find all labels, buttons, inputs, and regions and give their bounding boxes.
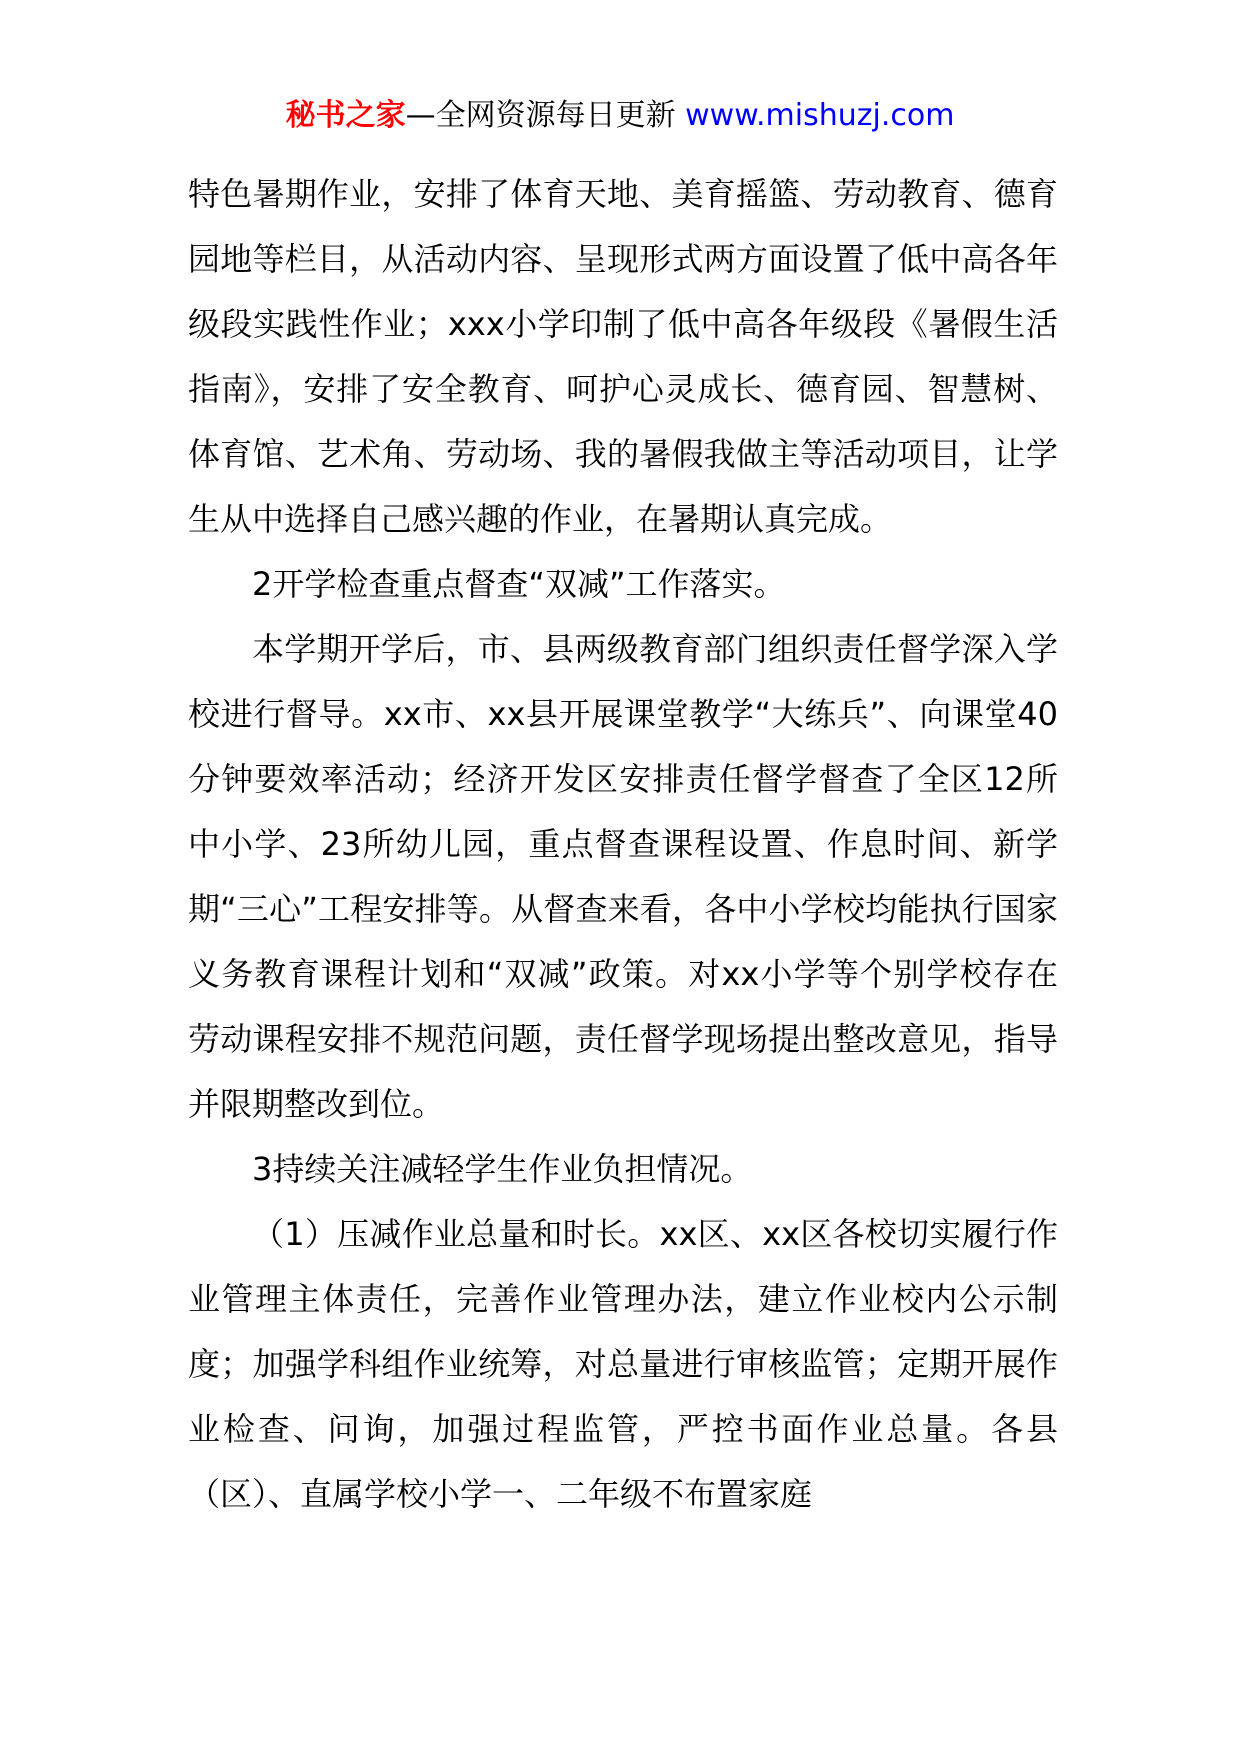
paragraph: （1）压减作业总量和时长。xx区、xx区各校切实履行作业管理主体责任，完善作业管理办法，建立作业校内公示制度；加强学科组作业统筹，对总量进行审核监管；定期开展作业检查、问询，加强过程监管，严控书面作业总量。各县（区）、直属学校小学一、二年级不布置家庭 (188, 1215, 1058, 1513)
site-header (0, 96, 1240, 136)
paragraph: 本学期开学后，市、县两级教育部门组织责任督学深入学校进行督导。xx市、xx县开展课堂教学“大练兵”、向课堂40分钟要效率活动；经济开发区安排责任督学督查了全区12所中小学、23所幼儿园，重点督查课程设置、作息时间、新学期“三心”工程安排等。从督查来看，各中小学校均能执行国家义务教育课程计划和“双减”政策。对xx小学等个别学校存在劳动课程安排不规范问题，责任督学现场提出整改意见，指导并限期整改到位。 (188, 630, 1058, 1123)
document-body (188, 162, 1058, 1527)
site-url[interactable]: www.mishuzj.com (685, 98, 955, 133)
site-brand: 秘书之家 (285, 98, 406, 133)
paragraph-continued: 特色暑期作业，安排了体育天地、美育摇篮、劳动教育、德育园地等栏目，从活动内容、呈现形式两方面设置了低中高各年级段实践性作业；xxx小学印制了低中高各年级段《暑假生活指南》，安排了安全教育、呵护心灵成长、德育园、智慧树、体育馆、艺术角、劳动场、我的暑假我做主等活动项目，让学生从中选择自己感兴趣的作业，在暑期认真完成。 (188, 175, 1058, 538)
section-heading-3: 3持续关注减轻学生作业负担情况。 (252, 1150, 753, 1188)
section-heading-2: 2开学检查重点督查“双减”工作落实。 (252, 565, 786, 603)
site-slogan: —全网资源每日更新 (405, 98, 686, 133)
